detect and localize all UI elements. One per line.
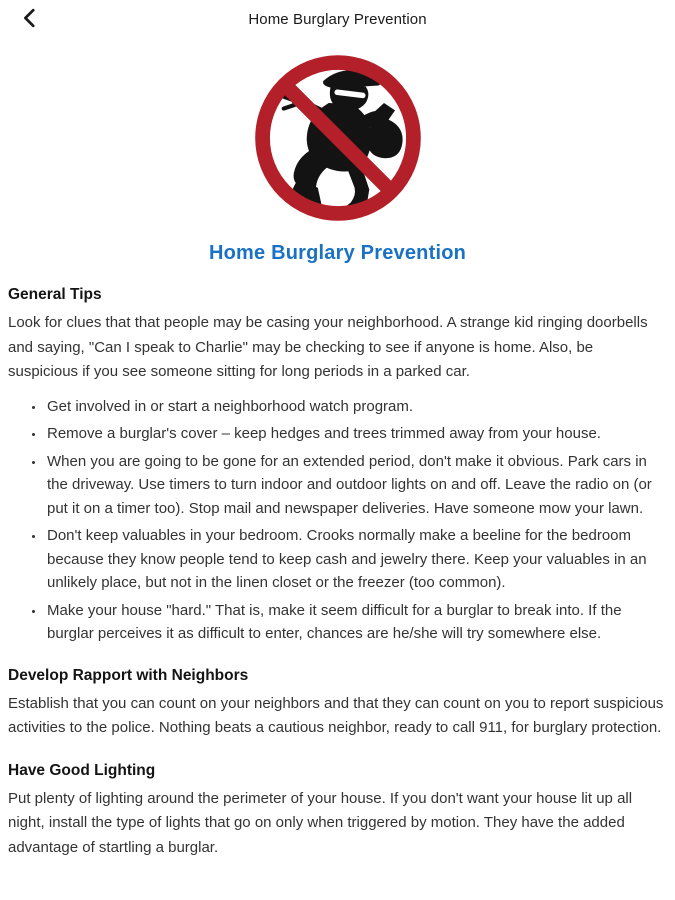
tips-list (8, 395, 667, 646)
page-title: Home Burglary Prevention (248, 10, 427, 28)
section-heading: General Tips (8, 286, 102, 303)
section-heading: Have Good Lighting (8, 761, 156, 779)
section-general-tips (8, 286, 667, 646)
section-paragraph: Look for clues that that people may be casing your neighborhood. A strange kid ringing doorbells and saying, "Can I speak to Charlie" may be checking to see if anyone is home. Also, be suspicious if you see someone sitting for long periods in a parked car. (8, 314, 648, 380)
section-develop-rapport (8, 667, 667, 741)
chevron-left-icon (19, 7, 41, 32)
list-item: • When you are going to be gone for an extended period, don't make it obvious. Park cars in the driveway. Use timers to turn indoor and outdoor lights on and off. Leave the radio on (or put it on a timer too). Stop mail and newspaper deliveries. Have someone mow your lawn. (45, 450, 667, 521)
list-item: • Get involved in or start a neighborhood watch program. (45, 395, 667, 419)
article-body (0, 46, 675, 860)
top-bar (0, 0, 675, 38)
section-paragraph: Establish that you can count on your neighbors and that they can count on you to report suspicious activities to the police. Nothing beats a cautious neighbor, ready to call 911, for burglary protection. (8, 694, 664, 736)
section-heading: Develop Rapport with Neighbors (8, 666, 249, 684)
no-burglar-illustration (246, 46, 430, 230)
list-item: • Don't keep valuables in your bedroom. Crooks normally make a beeline for the bedroom because they know people tend to keep cash and jewelry there. Keep your valuables in an unlikely place, but not in the linen closet or the freezer (too common). (45, 524, 667, 595)
section-good-lighting (8, 762, 667, 861)
list-item: • Remove a burglar's cover – keep hedges and trees trimmed away from your house. (45, 422, 667, 446)
section-paragraph: Put plenty of lighting around the perimeter of your house. If you don't want your house lit up all night, install the type of lights that go on only when triggered by motion. They have the added advantage of startling a burglar. (8, 789, 633, 856)
no-burglar-prohibition-icon (8, 46, 667, 230)
list-item: • Make your house "hard." That is, make it seem difficult for a burglar to break into. If the burglar perceives it as difficult to enter, chances are he/she will try somewhere else. (45, 599, 667, 646)
article-title: Home Burglary Prevention (208, 242, 467, 264)
back-button[interactable] (12, 2, 48, 36)
